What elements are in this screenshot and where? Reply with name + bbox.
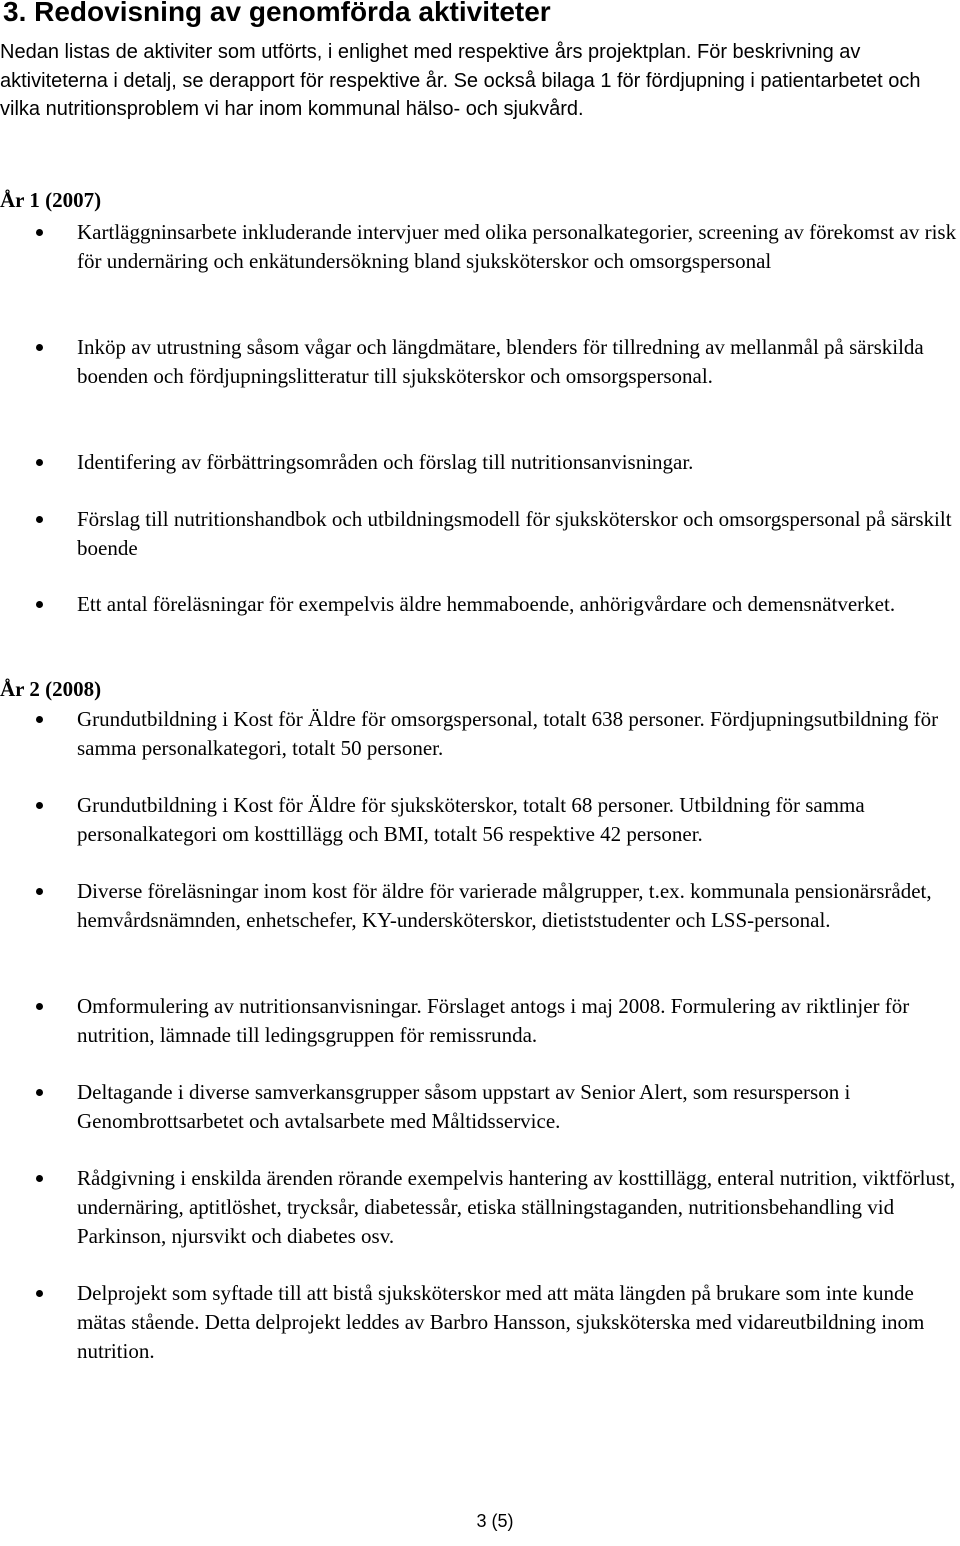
bullet-icon bbox=[36, 459, 43, 466]
year-1-heading: År 1 (2007) bbox=[0, 188, 102, 212]
bullet-icon bbox=[36, 229, 43, 236]
page-number: 3 (5) bbox=[476, 1511, 514, 1531]
list-item-text: Grundutbildning i Kost för Äldre för omsorgspersonal, totalt 638 personer. Fördjupningsutbildning för samma personalkategori, totalt 50 personer. bbox=[77, 707, 939, 760]
bullet-icon bbox=[36, 888, 43, 895]
section-heading: 3. Redovisning av genomförda aktiviteter bbox=[3, 0, 551, 27]
list-item-text: Diverse föreläsningar inom kost för äldre för varierade målgrupper, t.ex. kommunala pensionärsrådet, hemvårdsnämnden, enhetschefer, KY-undersköterskor, dietiststudenter och LSS-personal. bbox=[77, 879, 932, 932]
bullet-icon bbox=[36, 716, 43, 723]
list-item-text: Grundutbildning i Kost för Äldre för sjuksköterskor, totalt 68 personer. Utbildning för samma personalkategori om kosttillägg och BMI, totalt 56 respektive 42 personer. bbox=[77, 793, 865, 846]
bullet-icon bbox=[36, 344, 43, 351]
bullet-icon bbox=[36, 516, 43, 523]
list-item-text: Delprojekt som syftade till att bistå sjuksköterskor med att mäta längden på brukare som inte kunde mätas stående. Detta delprojekt leddes av Barbro Hansson, sjuksköterska med vidareutbildning inom nutrition. bbox=[77, 1281, 925, 1363]
list-item-text: Förslag till nutritionshandbok och utbildningsmodell för sjuksköterskor och omsorgspersonal på särskilt boende bbox=[77, 507, 952, 560]
list-item-text: Omformulering av nutritionsanvisningar. Förslaget antogs i maj 2008. Formulering av riktlinjer för nutrition, lämnade till ledingsgruppen för remissrunda. bbox=[77, 994, 910, 1047]
list-item-text: Identifering av förbättringsområden och förslag till nutritionsanvisningar. bbox=[77, 450, 694, 474]
list-item-text: Rådgivning i enskilda ärenden rörande exempelvis hantering av kosttillägg, enteral nutrition, viktförlust, undernäring, aptitlöshet, trycksår, diabetessår, etiska ställningstaganden, nutritionsbehandling vid Parkinson, njursvikt och diabetes osv. bbox=[77, 1166, 956, 1248]
bullet-icon bbox=[36, 1003, 43, 1010]
bullet-icon bbox=[36, 1089, 43, 1096]
year-2-heading: År 2 (2008) bbox=[0, 677, 102, 701]
list-item-text: Kartläggninsarbete inkluderande intervjuer med olika personalkategorier, screening av förekomst av risk för undernäring och enkätundersökning bland sjuksköterskor och omsorgspersonal bbox=[77, 220, 957, 273]
bullet-icon bbox=[36, 1175, 43, 1182]
list-item-text: Ett antal föreläsningar för exempelvis äldre hemmaboende, anhörigvårdare och demensnätverket. bbox=[77, 592, 896, 616]
list-item-text: Deltagande i diverse samverkansgrupper såsom uppstart av Senior Alert, som resursperson i Genombrottsarbetet och avtalsarbete med Måltidsservice. bbox=[77, 1080, 851, 1133]
bullet-icon bbox=[36, 1290, 43, 1297]
bullet-icon bbox=[36, 802, 43, 809]
intro-paragraph: Nedan listas de aktiviter som utförts, i enlighet med respektive års projektplan. För beskrivning av aktiviteterna i detalj, se derapport för respektive år. Se också bilaga 1 för fördjupning i patientarbetet och vilka nutritionsproblem vi har inom kommunal hälso- och sjukvård. bbox=[0, 41, 921, 120]
bullet-icon bbox=[36, 601, 43, 608]
list-item-text: Inköp av utrustning såsom vågar och längdmätare, blenders för tillredning av mellanmål på särskilda boenden och fördjupningslitteratur till sjuksköterskor och omsorgspersonal. bbox=[77, 335, 924, 388]
